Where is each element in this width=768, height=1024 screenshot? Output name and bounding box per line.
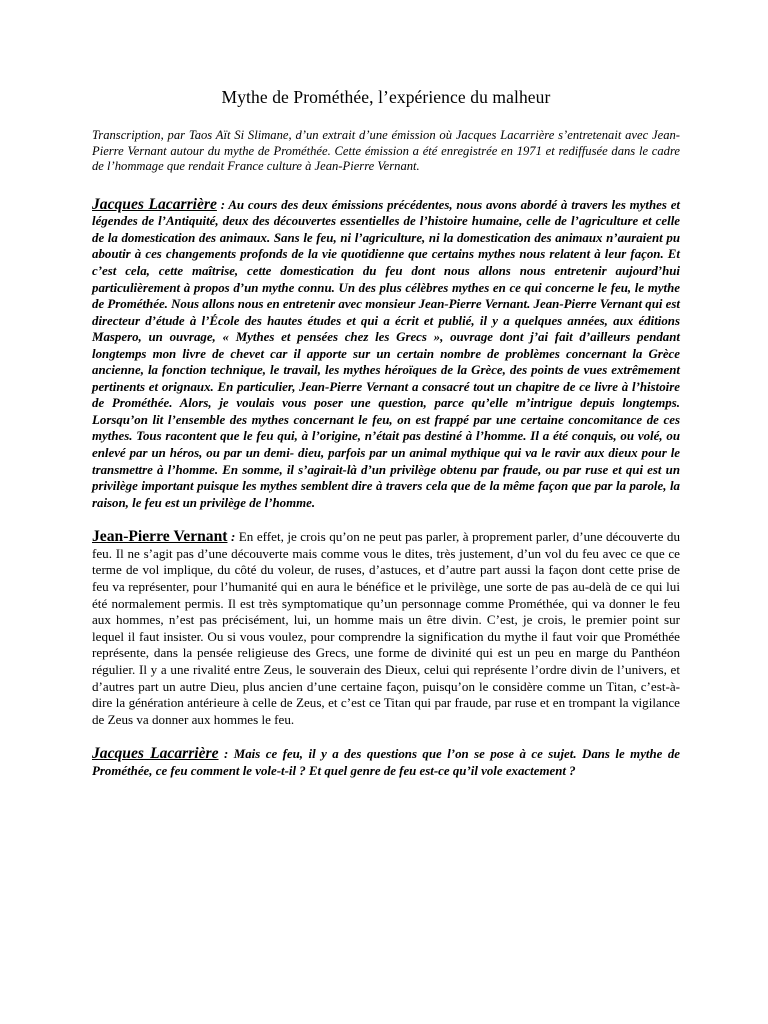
speaker-colon: : [218, 747, 229, 762]
speaker-colon: : [216, 197, 225, 212]
turn-text: Mais ce feu, il y a des questions que l’on se pose à ce sujet. Dans le mythe de Prométhée, ce feu comment le vole-t-il ? Et quel genre de feu est-ce qu’il vole exactement ? [92, 747, 681, 778]
transcription-intro: Transcription, par Taos Aït Si Slimane, d’un extrait d’une émission où Jacques Lacarrière s’entretenait avec Jean-Pierre Vernant autour du mythe de Prométhée. Cette émission a été enregistrée en 1971 et rediffusée dans le cadre de l’hommage que rendait France culture à Jean-Pierre Vernant. [92, 128, 680, 174]
turn-text: Au cours des deux émissions précédentes, nous avons abordé à travers les mythes et légendes de l’Antiquité, deux des découvertes essentielles de l’histoire humaine, celle de l’agriculture et celle de la domestication des animaux. Sans le feu, ni l’agriculture, ni la domestication des animaux n’auraient pu aboutir à ces changements profonds de la vie quotidienne que certains mythes nous relatent à leur façon. Et c’est cela, cette maîtrise, cette domestication du feu dont nous allons nous entretenir aujourd’hui particulièrement à propos d’un mythe connu. Un des plus célèbres mythes en ce qui concerne le feu, le mythe de Prométhée. Nous allons nous en entretenir avec monsieur Jean-Pierre Vernant. Jean-Pierre Vernant qui est directeur d’étude à l’École des hautes études et qui a écrit et publié, il y a quelques années, aux éditions Maspero, un ouvrage, « Mythes et pensées chez les Grecs », ouvrage dont j’ai fait d’ailleurs pendant longtemps mon livre de chevet car il apporte sur un certain nombre de problèmes concernant la Grèce ancienne, la fonction technique, le travail, les mythes héroïques de la Grèce, des points de vues extrêmement pertinents et orignaux. En particulier, Jean-Pierre Vernant a consacré tout un chapitre de ce livre à l’histoire de Prométhée. Alors, je voulais vous poser une question, parce qu’elle m’intrigue depuis longtemps. Lorsqu’on lit l’ensemble des mythes concernant le feu, on est frappé par une certaine concomitance de ces mythes. Tous racontent que le feu qui, à l’origine, n’était pas destiné à l’homme. Il a été conquis, ou volé, ou enlevé par un héros, ou par un demi- dieu, parfois par un animal mythique qui va le ravir aux dieux pour le transmettre à l’homme. En somme, il s’agirait-là d’un privilège obtenu par fraude, ou par ruse et qui est un privilège important puisque les mythes semblent dire à travers cela que de la même façon que par la parole, la raison, le feu est un privilège de l’homme. [92, 197, 681, 510]
dialogue-turn-lacarriere-1 [92, 197, 680, 511]
document-title: Mythe de Prométhée, l’expérience du malheur [221, 87, 551, 107]
dialogue-turn-vernant-1 [92, 529, 680, 728]
dialogue-turn-lacarriere-2 [92, 746, 680, 779]
turn-text: En effet, je crois qu’on ne peut pas parler, à proprement parler, d’une découverte du feu. Il ne s’agit pas d’une découverte mais comme vous le dites, très justement, d’un vol du feu avec ce que ce terme de vol implique, du côté du voleur, de ruses, d’astuces, et d’autre part aussi la façon dont cette prise de feu va représenter, pour l’humanité qui en aura le bénéfice et le privilège, une sorte de pas au-delà de ce qui lui été normalement permis. Il est très symptomatique qu’un personnage comme Prométhée, qui va donner le feu aux hommes, n’est pas précisément, lui, un homme mais un être divin. C’est, je crois, le premier point sur lequel il faut insister. Ou si vous voulez, pour comprendre la signification du mythe il faut voir que Prométhée représente, dans la pensée religieuse des Grecs, une forme de divinité qui est un peu en marge du Panthéon régulier. Il y a une rivalité entre Zeus, le souverain des Dieux, celui qui représente l’ordre divin de l’univers, et d’autres part un autre Dieu, plus ancien d’une certaine façon, puisqu’on le considère comme un Titan, c’est-à-dire la génération antérieure à celle de Zeus, et c’est ce Titan qui par fraude, par ruse et en trompant la vigilance de Zeus va donner aux hommes le feu. [92, 529, 681, 727]
speaker-name: Jacques Lacarrière [92, 745, 219, 763]
speaker-name: Jean-Pierre Vernant [92, 528, 228, 546]
speaker-name: Jacques Lacarrière [92, 195, 217, 213]
speaker-colon: : [227, 529, 236, 545]
